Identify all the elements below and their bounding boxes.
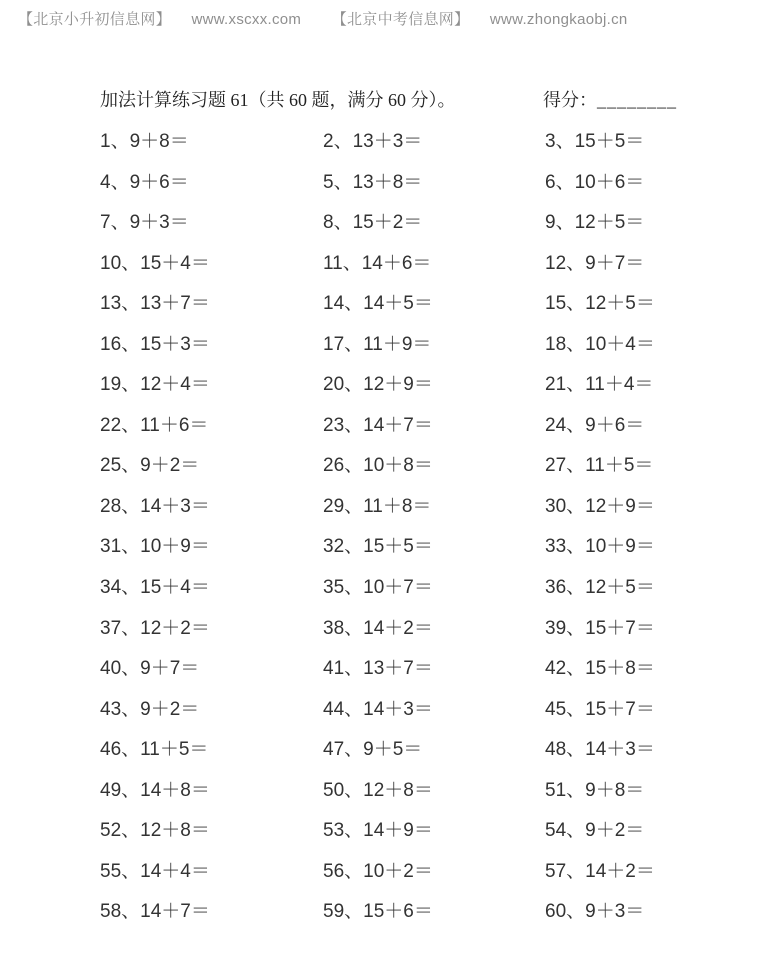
problem-item: 50、12＋8＝ <box>323 779 433 801</box>
score-label: 得分： <box>543 90 597 110</box>
problem-item: 53、14＋9＝ <box>323 820 433 842</box>
problem-item: 7、9＋3＝ <box>100 212 189 234</box>
problem-item: 54、9＋2＝ <box>545 820 645 842</box>
problem-item: 44、14＋3＝ <box>323 698 433 720</box>
problem-item: 43、9＋2＝ <box>100 698 200 720</box>
problem-item: 59、15＋6＝ <box>323 901 433 923</box>
problem-item: 9、12＋5＝ <box>545 212 645 234</box>
site-header <box>18 8 628 29</box>
problem-item: 37、12＋2＝ <box>100 617 210 639</box>
problem-item: 35、10＋7＝ <box>323 577 433 599</box>
problem-item: 17、11＋9＝ <box>323 333 432 355</box>
problem-item: 28、14＋3＝ <box>100 495 210 517</box>
problem-item: 15、12＋5＝ <box>545 293 655 315</box>
problem-item: 36、12＋5＝ <box>545 577 655 599</box>
problems-grid <box>100 131 710 942</box>
problem-item: 25、9＋2＝ <box>100 455 200 477</box>
problem-item: 42、15＋8＝ <box>545 658 655 680</box>
problem-item: 40、9＋7＝ <box>100 658 200 680</box>
problem-item: 30、12＋9＝ <box>545 495 655 517</box>
problem-item: 20、12＋9＝ <box>323 374 433 396</box>
problem-item: 5、13＋8＝ <box>323 171 423 193</box>
problem-item: 31、10＋9＝ <box>100 536 210 558</box>
problem-item: 52、12＋8＝ <box>100 820 210 842</box>
title-row <box>0 86 780 110</box>
problem-item: 13、13＋7＝ <box>100 293 210 315</box>
problem-item: 39、15＋7＝ <box>545 617 655 639</box>
site2-url: www.zhongkaobj.cn <box>489 11 628 28</box>
problem-item: 3、15＋5＝ <box>545 131 645 152</box>
problem-item: 58、14＋7＝ <box>100 901 210 923</box>
problem-item: 2、13＋3＝ <box>323 131 423 152</box>
problem-item: 16、15＋3＝ <box>100 333 210 355</box>
score-area <box>543 86 677 112</box>
problem-item: 14、14＋5＝ <box>323 293 433 315</box>
problem-item: 24、9＋6＝ <box>545 414 645 436</box>
problem-item: 56、10＋2＝ <box>323 860 433 882</box>
problem-item: 57、14＋2＝ <box>545 860 655 882</box>
problem-item: 51、9＋8＝ <box>545 779 645 801</box>
site1-url: www.xscxx.com <box>191 11 302 28</box>
problem-item: 60、9＋3＝ <box>545 901 645 923</box>
problem-item: 48、14＋3＝ <box>545 739 655 761</box>
problem-item: 4、9＋6＝ <box>100 171 189 193</box>
problem-item: 23、14＋7＝ <box>323 414 433 436</box>
problem-item: 19、12＋4＝ <box>100 374 210 396</box>
problem-item: 10、15＋4＝ <box>100 252 210 274</box>
problem-item: 46、11＋5＝ <box>100 739 209 761</box>
problem-item: 47、9＋5＝ <box>323 739 423 761</box>
problem-item: 55、14＋4＝ <box>100 860 210 882</box>
problem-item: 21、11＋4＝ <box>545 374 654 396</box>
problem-item: 22、11＋6＝ <box>100 414 209 436</box>
problem-item: 8、15＋2＝ <box>323 212 423 234</box>
problem-item: 33、10＋9＝ <box>545 536 655 558</box>
problem-item: 27、11＋5＝ <box>545 455 654 477</box>
problem-item: 38、14＋2＝ <box>323 617 433 639</box>
site2-name: 【北京中考信息网】 <box>331 11 470 28</box>
problem-item: 29、11＋8＝ <box>323 495 432 517</box>
site1-name: 【北京小升初信息网】 <box>18 11 172 28</box>
worksheet-title: 加法计算练习题 61（共 60 题，满分 60 分）。 <box>100 90 456 110</box>
problem-item: 18、10＋4＝ <box>545 333 655 355</box>
problem-item: 32、15＋5＝ <box>323 536 433 558</box>
problem-item: 6、10＋6＝ <box>545 171 645 193</box>
problem-item: 45、15＋7＝ <box>545 698 655 720</box>
problem-item: 1、9＋8＝ <box>100 131 189 152</box>
problem-item: 26、10＋8＝ <box>323 455 433 477</box>
problem-item: 12、9＋7＝ <box>545 252 645 274</box>
problem-item: 34、15＋4＝ <box>100 577 210 599</box>
score-blank: ________ <box>597 90 677 110</box>
problem-item: 11、14＋6＝ <box>323 252 432 274</box>
problem-item: 49、14＋8＝ <box>100 779 210 801</box>
problem-item: 41、13＋7＝ <box>323 658 433 680</box>
